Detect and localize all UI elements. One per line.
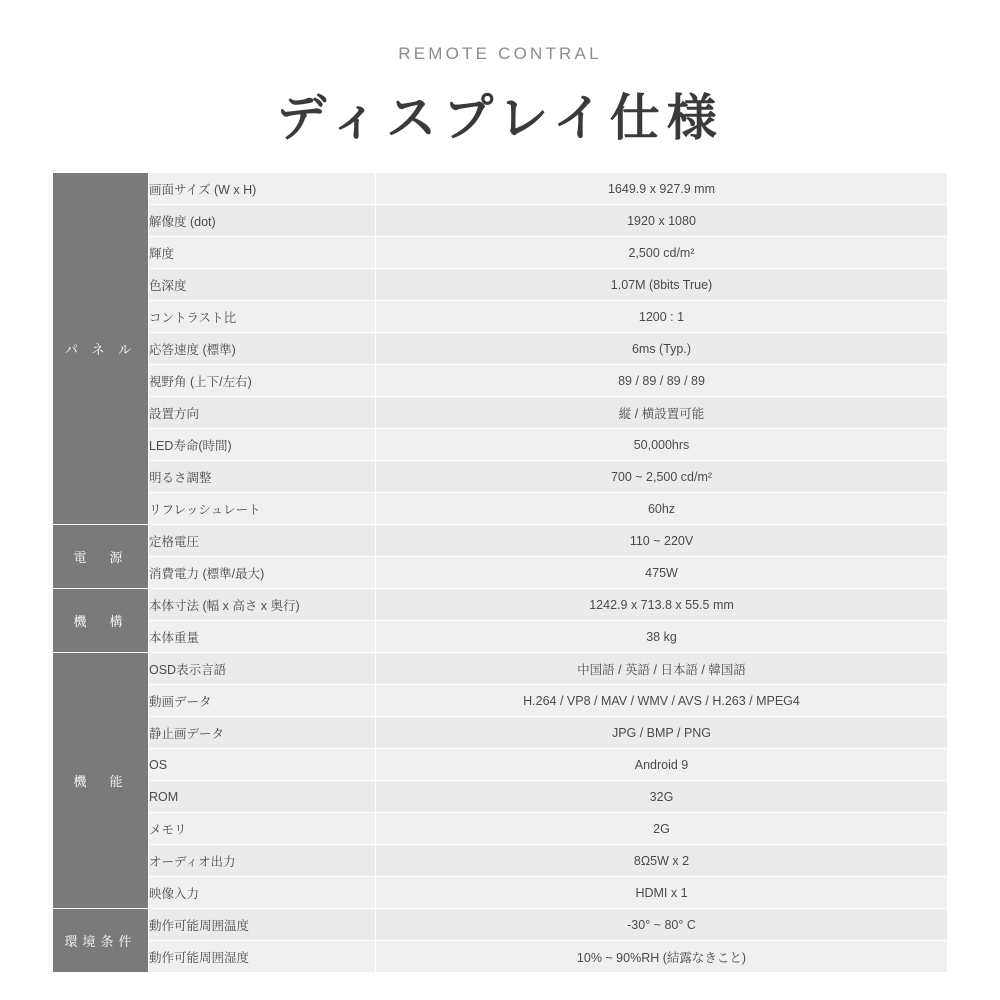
- spec-label-cell: メモリ: [149, 813, 376, 845]
- spec-label-cell: オーディオ出力: [149, 845, 376, 877]
- spec-value-cell: 縦 / 横設置可能: [376, 397, 948, 429]
- spec-label-cell: 定格電圧: [149, 525, 376, 557]
- spec-label-cell: 本体重量: [149, 621, 376, 653]
- spec-value-cell: 32G: [376, 781, 948, 813]
- spec-label-cell: 静止画データ: [149, 717, 376, 749]
- spec-value-cell: HDMI x 1: [376, 877, 948, 909]
- spec-label-cell: コントラスト比: [149, 301, 376, 333]
- table-row: [53, 557, 948, 589]
- table-row: [53, 333, 948, 365]
- category-cell: 機 構: [53, 589, 149, 653]
- spec-label-cell: 設置方向: [149, 397, 376, 429]
- spec-value-cell: H.264 / VP8 / MAV / WMV / AVS / H.263 / MPEG4: [376, 685, 948, 717]
- table-row: [53, 429, 948, 461]
- page-header: [0, 0, 1000, 150]
- table-row: [53, 717, 948, 749]
- spec-value-cell: 2,500 cd/m²: [376, 237, 948, 269]
- spec-value-cell: 475W: [376, 557, 948, 589]
- table-row: [53, 461, 948, 493]
- category-cell: 電 源: [53, 525, 149, 589]
- table-row: [53, 365, 948, 397]
- table-row: [53, 621, 948, 653]
- spec-label-cell: OSD表示言語: [149, 653, 376, 685]
- spec-label-cell: 明るさ調整: [149, 461, 376, 493]
- table-row: [53, 877, 948, 909]
- table-row: [53, 237, 948, 269]
- table-row: [53, 909, 948, 941]
- table-row: [53, 301, 948, 333]
- category-cell: パ ネ ル: [53, 173, 149, 525]
- spec-label-cell: 映像入力: [149, 877, 376, 909]
- spec-label-cell: リフレッシュレート: [149, 493, 376, 525]
- spec-value-cell: 中国語 / 英語 / 日本語 / 韓国語: [376, 653, 948, 685]
- spec-label-cell: 消費電力 (標準/最大): [149, 557, 376, 589]
- spec-label-cell: 動作可能周囲湿度: [149, 941, 376, 973]
- spec-value-cell: 60hz: [376, 493, 948, 525]
- spec-value-cell: 1242.9 x 713.8 x 55.5 mm: [376, 589, 948, 621]
- table-row: [53, 941, 948, 973]
- table-row: [53, 781, 948, 813]
- spec-value-cell: 38 kg: [376, 621, 948, 653]
- spec-label-cell: 輝度: [149, 237, 376, 269]
- spec-label-cell: 色深度: [149, 269, 376, 301]
- spec-value-cell: 8Ω5W x 2: [376, 845, 948, 877]
- spec-label-cell: LED寿命(時間): [149, 429, 376, 461]
- table-row: [53, 269, 948, 301]
- table-row: [53, 589, 948, 621]
- spec-value-cell: 1920 x 1080: [376, 205, 948, 237]
- table-row: [53, 685, 948, 717]
- page-eyebrow: REMOTE CONTRAL: [398, 44, 602, 63]
- category-cell: 機 能: [53, 653, 149, 909]
- table-row: [53, 525, 948, 557]
- spec-value-cell: 1200 : 1: [376, 301, 948, 333]
- spec-value-cell: Android 9: [376, 749, 948, 781]
- spec-value-cell: 1.07M (8bits True): [376, 269, 948, 301]
- table-row: [53, 173, 948, 205]
- specification-table: [52, 172, 948, 973]
- table-row: [53, 845, 948, 877]
- spec-label-cell: 本体寸法 (幅 x 高さ x 奥行): [149, 589, 376, 621]
- spec-label-cell: 動画データ: [149, 685, 376, 717]
- spec-label-cell: 視野角 (上下/左右): [149, 365, 376, 397]
- table-row: [53, 749, 948, 781]
- spec-label-cell: 画面サイズ (W x H): [149, 173, 376, 205]
- table-row: [53, 397, 948, 429]
- spec-label-cell: OS: [149, 749, 376, 781]
- spec-label-cell: 解像度 (dot): [149, 205, 376, 237]
- spec-value-cell: 6ms (Typ.): [376, 333, 948, 365]
- spec-value-cell: 700 ~ 2,500 cd/m²: [376, 461, 948, 493]
- spec-value-cell: 1649.9 x 927.9 mm: [376, 173, 948, 205]
- spec-value-cell: 10% ~ 90%RH (結露なきこと): [376, 941, 948, 973]
- spec-label-cell: ROM: [149, 781, 376, 813]
- spec-value-cell: 110 ~ 220V: [376, 525, 948, 557]
- spec-value-cell: JPG / BMP / PNG: [376, 717, 948, 749]
- spec-label-cell: 動作可能周囲温度: [149, 909, 376, 941]
- spec-value-cell: 2G: [376, 813, 948, 845]
- table-row: [53, 653, 948, 685]
- spec-value-cell: 50,000hrs: [376, 429, 948, 461]
- table-row: [53, 493, 948, 525]
- table-row: [53, 813, 948, 845]
- spec-value-cell: -30° ~ 80° C: [376, 909, 948, 941]
- spec-value-cell: 89 / 89 / 89 / 89: [376, 365, 948, 397]
- spec-label-cell: 応答速度 (標準): [149, 333, 376, 365]
- table-row: [53, 205, 948, 237]
- category-cell: 環境条件: [53, 909, 149, 973]
- page-title: ディスプレイ仕様: [276, 90, 724, 146]
